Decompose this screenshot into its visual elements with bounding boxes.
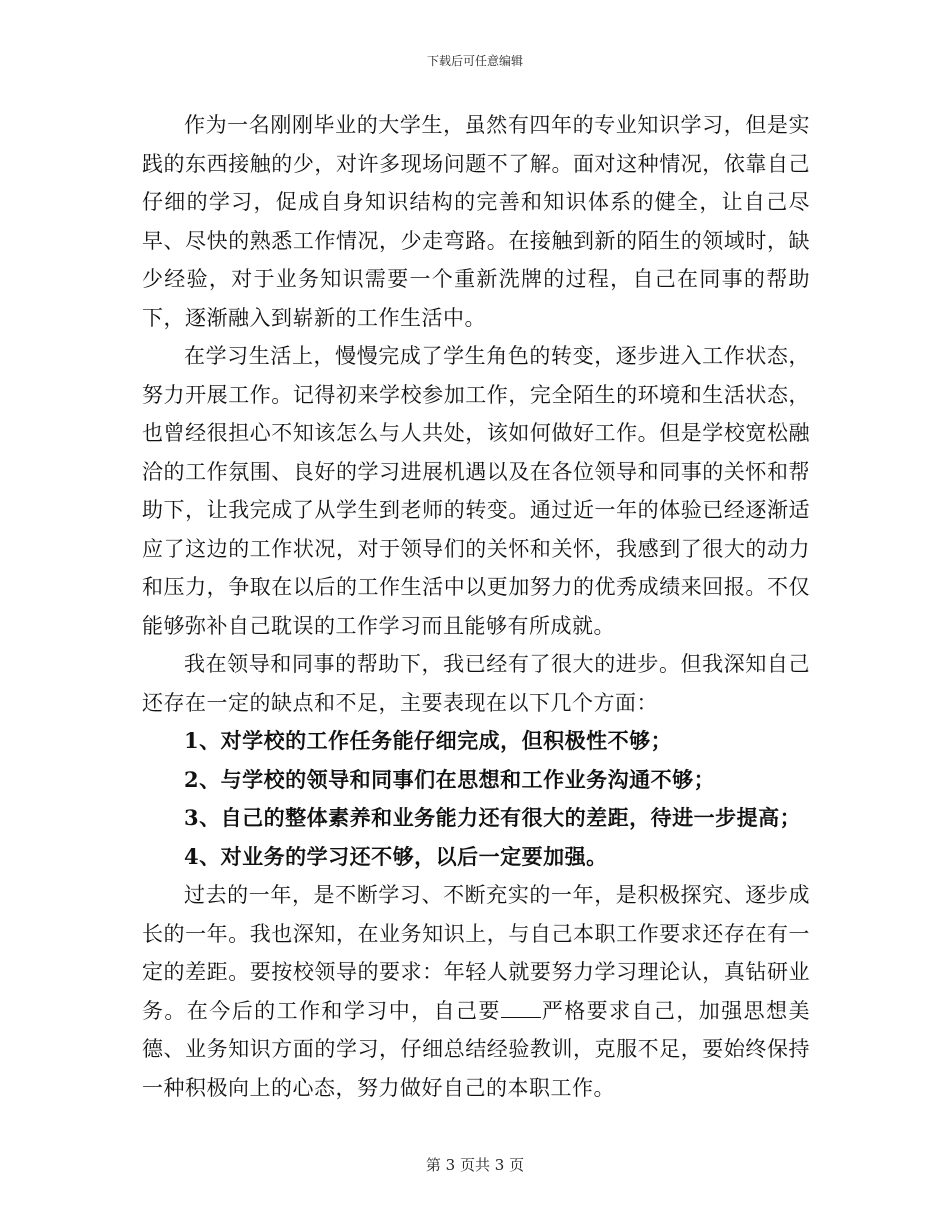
list-item: 4、对业务的学习还不够，以后一定要加强。 (184, 843, 608, 869)
paragraph-4-part-2: 严格要求自己，加强思想美德、业务知识方面的学习，仔细总结经验教训，克服不足，要始终保持一种积极向上的心态，努力做好自己的本职工作。 (142, 998, 811, 1100)
paragraph-2: 在学习生活上，慢慢完成了学生角色的转变，逐步进入工作状态，努力开展工作。记得初来学校参加工作，完全陌生的环境和生活状态，也曾经很担心不知该怎么与人共处，该如何做好工作。但是学校宽松融洽的工作氛围、良好的学习进展机遇以及在各位领导和同事的关怀和帮助下，让我完成了从学生到老师的转变。通过近一年的体验已经逐渐适应了这边的工作状况，对于领导们的关怀和关怀，我感到了很大的动力和压力，争取在以后的工作生活中以更加努力的优秀成绩来回报。不仅能够弥补自己耽误的工作学习而且能够有所成就。 (142, 344, 810, 638)
list-item: 2、与学校的领导和同事们在思想和工作业务沟通不够； (184, 766, 716, 792)
paragraph-4-part-1: 过去的一年，是不断学习、不断充实的一年，是积极探究、逐步成长的一年。我也深知，在业务知识上，与自己本职工作要求还存在有一定的差距。要按校领导的要求：年轻人就要努力学习理论认，真钻研业务。在今后的工作和学习中，自己要 (142, 883, 810, 1023)
paragraph-1: 作为一名刚刚毕业的大学生，虽然有四年的专业知识学习，但是实践的东西接触的少，对许多现场问题不了解。面对这种情况，依靠自己仔细的学习，促成自身知识结构的完善和知识体系的健全，让自己尽早、尽快的熟悉工作情况，少走弯路。在接触到新的陌生的领域时，缺少经验，对于业务知识需要一个重新洗牌的过程，自己在同事的帮助下，逐渐融入到崭新的工作生活中。 (142, 113, 810, 330)
paragraph-3: 我在领导和同事的帮助下，我已经有了很大的进步。但我深知自己还存在一定的缺点和不足，主要表现在以下几个方面： (142, 652, 810, 715)
fill-in-blank (501, 996, 541, 1018)
document-body (142, 106, 810, 1107)
list-item: 3、自己的整体素养和业务能力还有很大的差距，待进一步提高； (184, 805, 802, 830)
page-footer: 第 3 页共 3 页 (425, 1156, 525, 1174)
page-header: 下载后可任意编辑 (426, 54, 523, 68)
paragraph-4 (142, 876, 810, 1107)
list-item: 1、对学校的工作任务能仔细完成，但积极性不够； (184, 728, 673, 753)
